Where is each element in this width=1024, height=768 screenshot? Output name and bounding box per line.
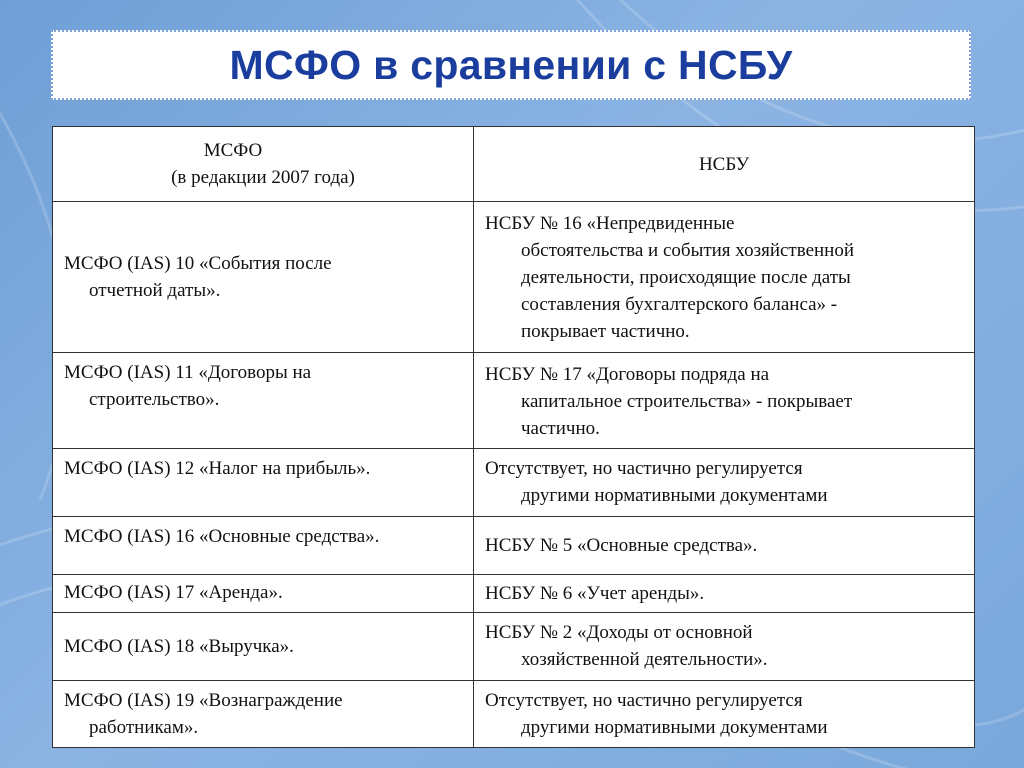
ifrs-cell-line: МСФО (IAS) 10 «События после <box>64 253 332 274</box>
header-nsbu-title: НСБУ <box>698 153 750 175</box>
header-nsbu <box>474 127 975 202</box>
ifrs-cell-line: работникам». <box>89 717 199 738</box>
header-ifrs-title: МСФО <box>203 140 263 161</box>
nsbu-cell-line: покрывает частично. <box>521 321 690 342</box>
ifrs-cell <box>53 353 474 449</box>
table-row <box>53 575 975 613</box>
ifrs-cell-line: МСФО (IAS) 17 «Аренда». <box>64 582 283 603</box>
ifrs-cell-line: МСФО (IAS) 12 «Налог на прибыль». <box>64 458 371 479</box>
nsbu-cell-line: другими нормативными документами <box>521 485 828 506</box>
ifrs-cell <box>53 202 474 353</box>
nsbu-cell-line: обстоятельства и события хозяйственной <box>521 240 855 261</box>
nsbu-cell-line: НСБУ № 2 «Доходы от основной <box>485 622 753 643</box>
header-ifrs <box>53 127 474 202</box>
ifrs-cell-line: строительство». <box>89 389 220 410</box>
nsbu-cell-line: хозяйственной деятельности». <box>521 649 768 670</box>
table-row <box>53 613 975 681</box>
ifrs-cell-line: МСФО (IAS) 16 «Основные средства». <box>64 526 380 547</box>
nsbu-cell-line: НСБУ № 5 «Основные средства». <box>485 535 758 556</box>
ifrs-cell <box>53 517 474 575</box>
nsbu-cell-line: НСБУ № 17 «Договоры подряда на <box>485 364 770 385</box>
nsbu-cell-line: деятельности, происходящие после даты <box>521 267 851 288</box>
ifrs-cell <box>53 449 474 517</box>
nsbu-cell <box>474 202 975 353</box>
nsbu-cell-line: Отсутствует, но частично регулируется <box>485 690 803 711</box>
nsbu-cell <box>474 353 975 449</box>
table-row <box>53 202 975 353</box>
nsbu-cell-line: капитальное строительства» - покрывает <box>521 391 853 412</box>
nsbu-cell-line: частично. <box>521 418 600 439</box>
comparison-table <box>52 126 975 748</box>
nsbu-cell-line: Отсутствует, но частично регулируется <box>485 458 803 479</box>
ifrs-cell-line: МСФО (IAS) 19 «Вознаграждение <box>64 690 343 711</box>
ifrs-cell <box>53 613 474 681</box>
nsbu-cell-line: НСБУ № 6 «Учет аренды». <box>485 583 705 604</box>
table-row <box>53 517 975 575</box>
nsbu-cell <box>474 517 975 575</box>
nsbu-cell-line: составления бухгалтерского баланса» - <box>521 294 838 315</box>
ifrs-cell-line: отчетной даты». <box>89 280 221 301</box>
nsbu-cell <box>474 575 975 613</box>
table-row <box>53 449 975 517</box>
ifrs-cell <box>53 575 474 613</box>
ifrs-cell <box>53 681 474 748</box>
page-title: МСФО в сравнении с НСБУ <box>229 41 793 88</box>
nsbu-cell <box>474 613 975 681</box>
nsbu-cell <box>474 681 975 748</box>
table-header-row <box>53 127 975 202</box>
table-row <box>53 681 975 748</box>
table-row <box>53 353 975 449</box>
header-ifrs-subtitle: (в редакции 2007 года) <box>171 167 355 188</box>
nsbu-cell-line: другими нормативными документами <box>521 717 828 738</box>
title-banner <box>51 30 971 100</box>
ifrs-cell-line: МСФО (IAS) 11 «Договоры на <box>64 362 312 383</box>
nsbu-cell-line: НСБУ № 16 «Непредвиденные <box>485 213 735 234</box>
nsbu-cell <box>474 449 975 517</box>
ifrs-cell-line: МСФО (IAS) 18 «Выручка». <box>64 636 294 657</box>
